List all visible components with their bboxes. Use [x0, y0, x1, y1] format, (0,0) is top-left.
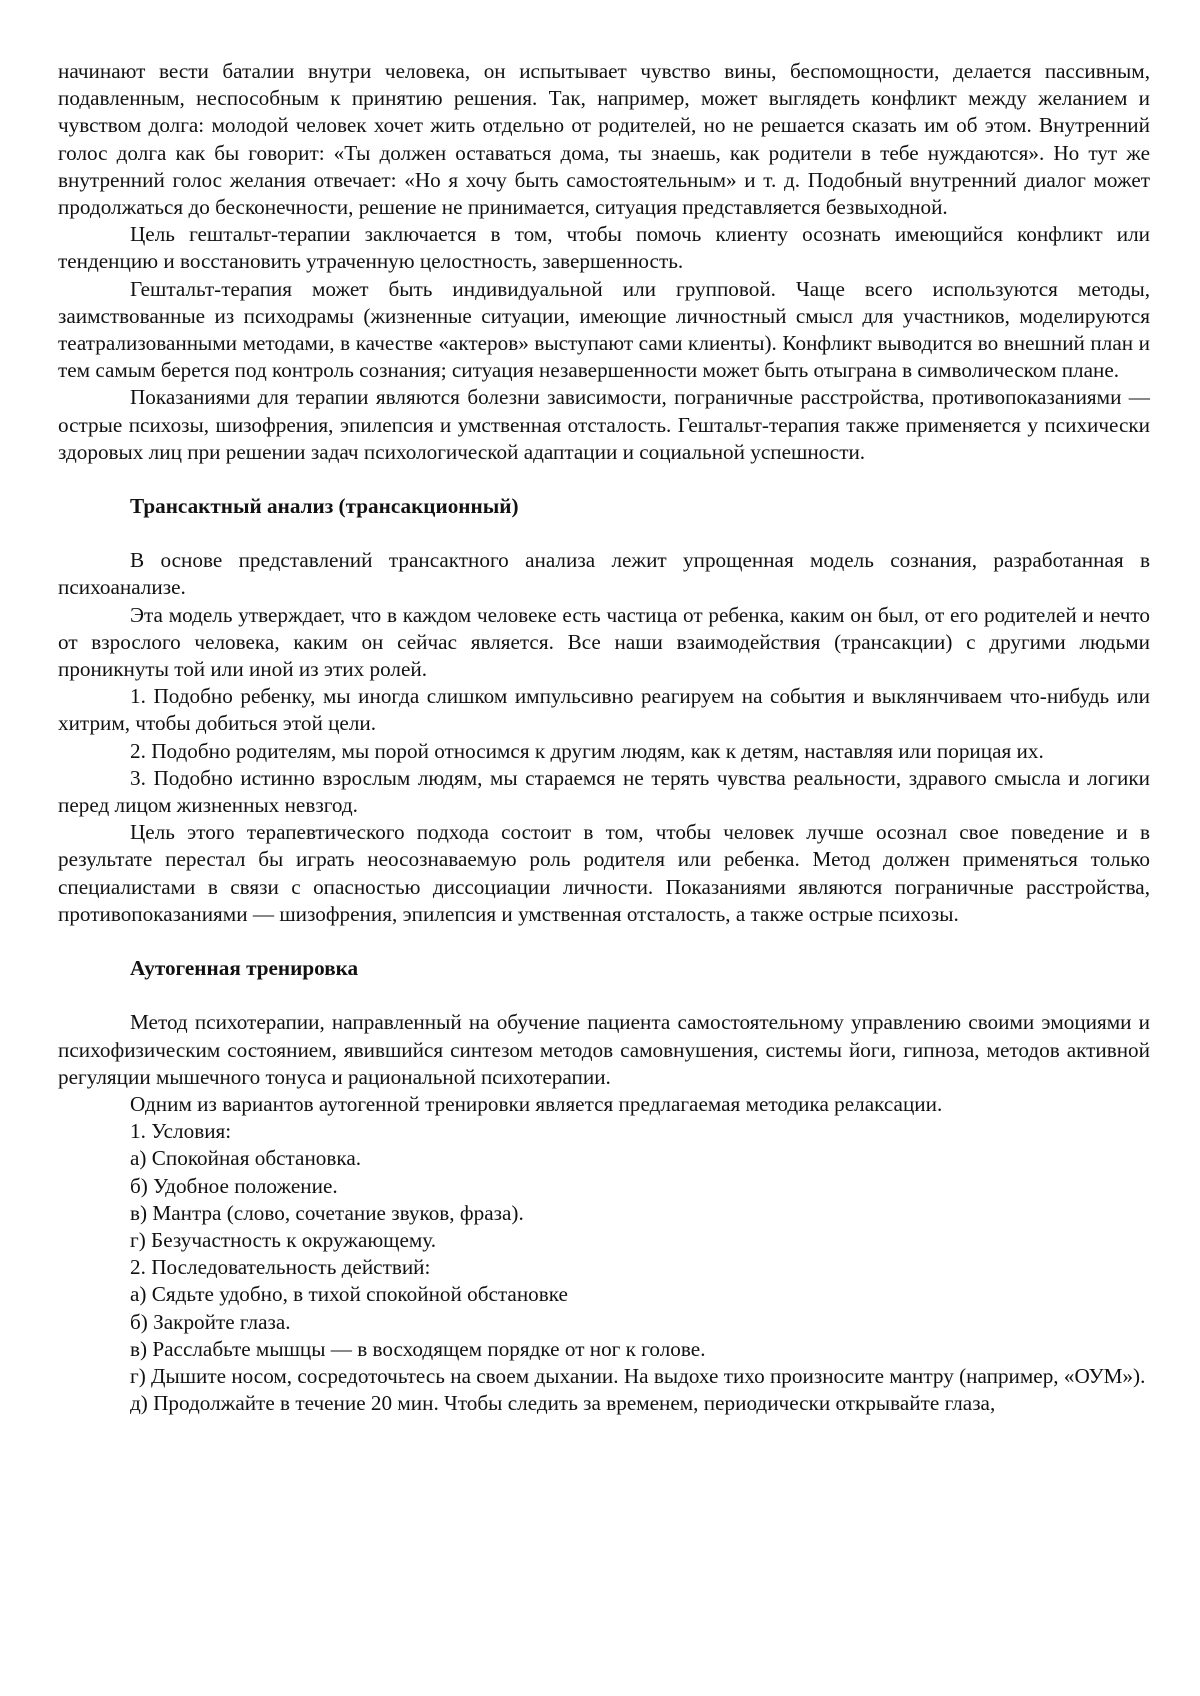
paragraph: Показаниями для терапии являются болезни зависимости, пограничные расстройства, противопоказаниями — острые психозы, шизофрения, эпилепсия и умственная отсталость. Гештальт-терапия также применяется у психически здоровых лиц при решении задач психологической адаптации и социальной успешности. — [58, 385, 1150, 464]
list-item: 1. Подобно ребенку, мы иногда слишком импульсивно реагируем на события и выклянчиваем что-нибудь или хитрим, чтобы добиться этой цели. — [58, 684, 1150, 736]
spacer — [58, 466, 1150, 493]
section-heading: Трансактный анализ (трансакционный) — [130, 494, 519, 519]
section-heading: Аутогенная тренировка — [130, 956, 359, 981]
paragraph: Гештальт-терапия может быть индивидуальной или групповой. Чаще всего используются методы, заимствованные из психодрамы (жизненные ситуации, имеющие личностный смысл для участников, моделируются театрализованными методами, в качестве «актеров» выступают сами клиенты). Конфликт выводится во внешний план и тем самым берется под контроль сознания; ситуация незавершенности может быть отыграна в символическом плане. — [58, 276, 1150, 383]
spacer — [58, 982, 1150, 1009]
list-heading: 2. Последовательность действий: — [130, 1255, 431, 1280]
document-page — [58, 58, 1150, 1417]
list-item: в) Мантра (слово, сочетание звуков, фраза). — [130, 1200, 524, 1225]
list-item: 2. Подобно родителям, мы порой относимся к другим людям, как к детям, наставляя или порицая их. — [130, 738, 1044, 763]
list-item: а) Сядьте удобно, в тихой спокойной обстановке — [130, 1282, 568, 1307]
list-item: г) Дышите носом, сосредоточьтесь на своем дыхании. На выдохе тихо произносите мантру (например, «ОУМ»). — [130, 1363, 1146, 1388]
list-item: г) Безучастность к окружающему. — [130, 1227, 437, 1252]
paragraph: Эта модель утверждает, что в каждом человеке есть частица от ребенка, каким он был, от его родителей и нечто от взрослого человека, каким он сейчас является. Все наши взаимодействия (трансакции) с другими людьми проникнуты той или иной из этих ролей. — [58, 602, 1150, 682]
list-item: в) Расслабьте мышцы — в восходящем порядке от ног к голове. — [130, 1336, 706, 1361]
paragraph: В основе представлений трансактного анализа лежит упрощенная модель сознания, разработанная в психоанализе. — [58, 548, 1150, 600]
list-item: а) Спокойная обстановка. — [130, 1146, 362, 1171]
paragraph: начинают вести баталии внутри человека, он испытывает чувство вины, беспомощности, делается пассивным, подавленным, неспособным к принятию решения. Так, например, может выглядеть конфликт между желанием и чувством долга: молодой человек хочет жить отдельно от родителей, но не решается сказать им об этом. Внутренний голос долга как бы говорит: «Ты должен оставаться дома, ты знаешь, как родители в тебе нуждаются». Но тут же внутренний голос желания отвечает: «Но я хочу быть самостоятельным» и т. д. Подобный внутренний диалог может продолжаться до бесконечности, решение не принимается, ситуация представляется безвыходной. — [58, 59, 1150, 220]
list-item: 3. Подобно истинно взрослым людям, мы стараемся не терять чувства реальности, здравого смысла и логики перед лицом жизненных невзгод. — [58, 765, 1150, 818]
paragraph: Метод психотерапии, направленный на обучение пациента самостоятельному управлению своими эмоциями и психофизическим состоянием, явившийся синтезом методов самовнушения, системы йоги, гипноза, методов активной регуляции мышечного тонуса и рациональной психотерапии. — [58, 1010, 1150, 1089]
list-item: б) Удобное положение. — [130, 1173, 338, 1198]
spacer — [58, 928, 1150, 955]
paragraph: Цель гештальт-терапии заключается в том, чтобы помочь клиенту осознать имеющийся конфликт или тенденцию и восстановить утраченную целостность, завершенность. — [58, 222, 1150, 274]
paragraph: Цель этого терапевтического подхода состоит в том, чтобы человек лучше осознал свое поведение и в результате перестал бы играть неосознаваемую роль родителя или ребенка. Метод должен применяться только специалистами в связи с опасностью диссоциации личности. Показаниями являются пограничные расстройства, противопоказаниями — шизофрения, эпилепсия и умственная отсталость, а также острые психозы. — [58, 820, 1150, 926]
paragraph: Одним из вариантов аутогенной тренировки является предлагаемая методика релаксации. — [130, 1091, 943, 1116]
list-item: д) Продолжайте в течение 20 мин. Чтобы следить за временем, периодически открывайте глаза, — [130, 1391, 996, 1416]
spacer — [58, 520, 1150, 547]
list-heading: 1. Условия: — [130, 1119, 232, 1144]
list-item: б) Закройте глаза. — [130, 1309, 291, 1334]
